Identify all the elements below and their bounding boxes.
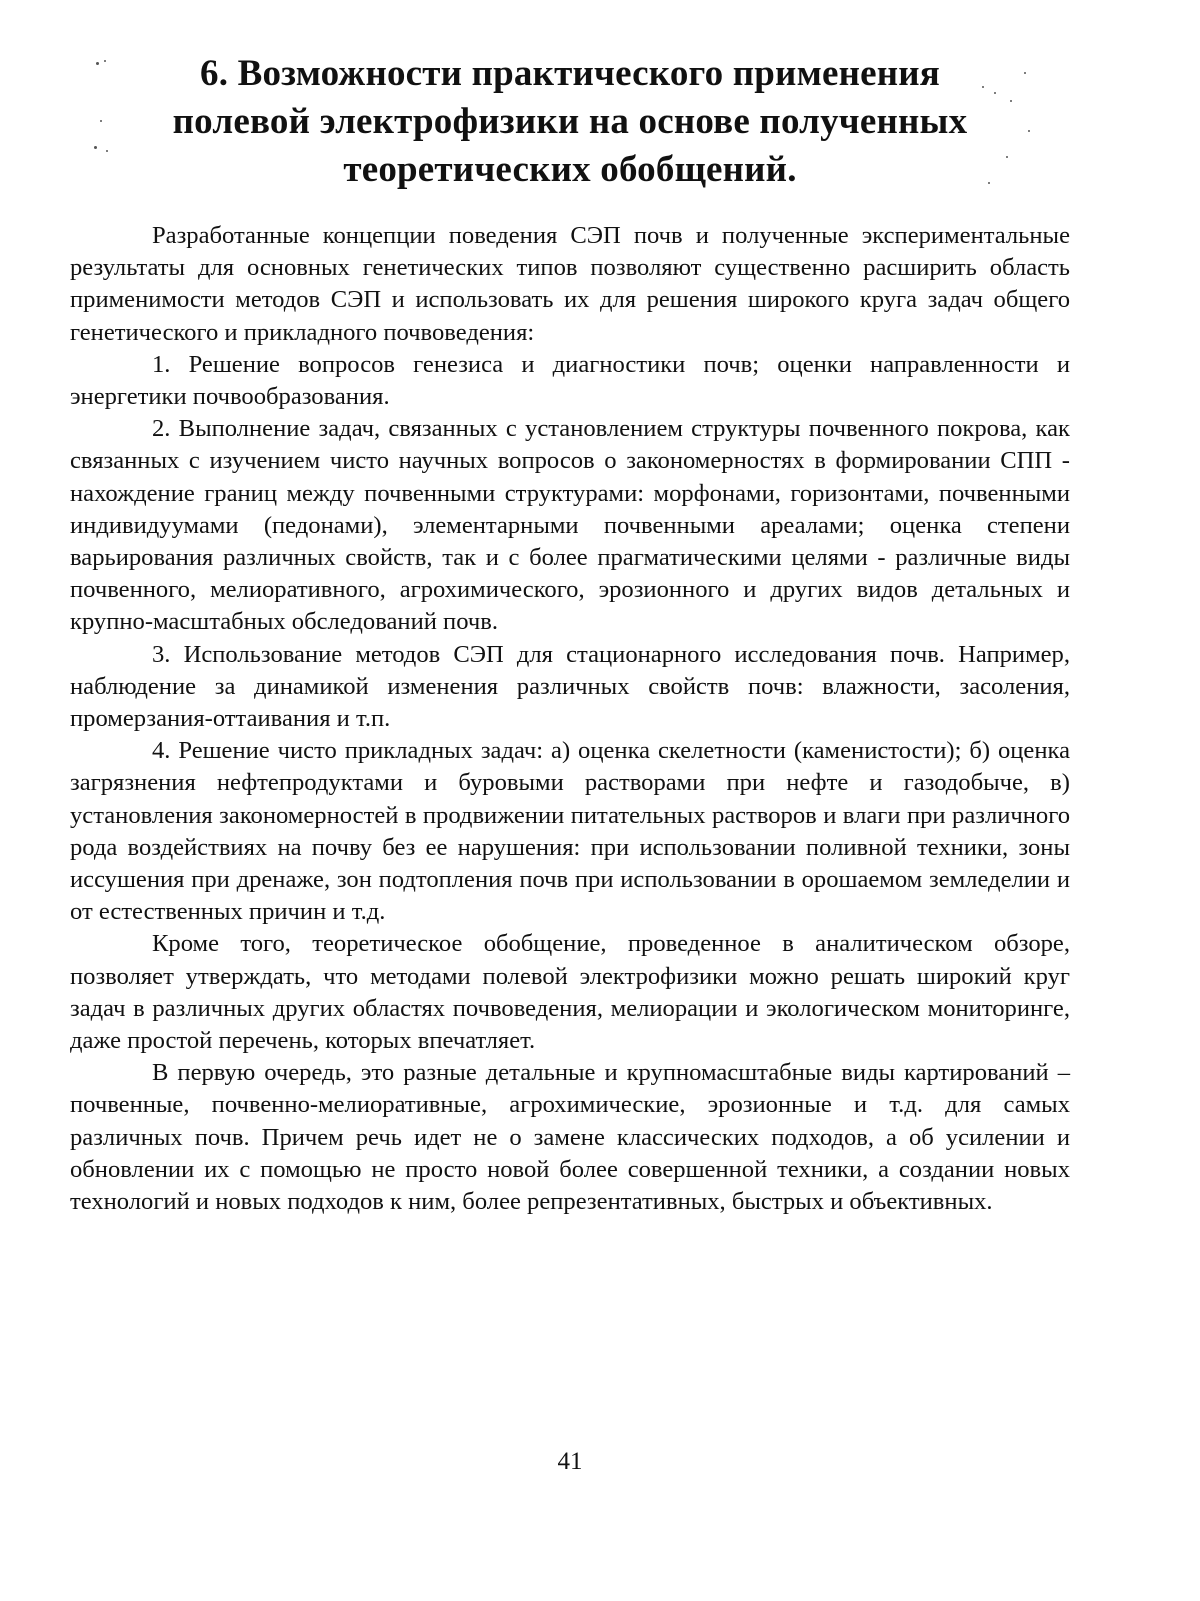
heading-line-3: теоретических обобщений.	[343, 149, 797, 190]
list-item-3: 3. Использование методов СЭП для стационарного исследования почв. Например, наблюдение за динамикой изменения различных свойств почв: влажности, засоления, промерзания-оттаивания и т.п.	[70, 640, 1070, 733]
heading-line-2: полевой электрофизики на основе полученных	[172, 101, 968, 142]
scan-speck	[994, 92, 996, 94]
scan-speck	[100, 120, 102, 122]
scan-speck	[94, 146, 97, 149]
scan-speck	[982, 86, 984, 88]
scan-speck	[988, 182, 990, 184]
scan-speck	[1024, 72, 1026, 74]
paragraph-intro: Разработанные концепции поведения СЭП почв и полученные экспериментальные результаты для основных генетических типов позволяют существенно расширить область применимости методов СЭП и использовать их для решения широкого круга задач общего генетического и прикладного почвоведения:	[70, 222, 1070, 346]
section-heading	[70, 40, 1070, 194]
list-item-2: 2. Выполнение задач, связанных с установлением структуры почвенного покрова, как связанных с изучением чисто научных вопросов о закономерностях в формировании СПП - нахождение границ между почвенными структурами: морфонами, горизонтами, почвенными индивидуумами (педонами), элементарными почвенными ареалами; оценка степени варьирования различных свойств, так и с более прагматическими целями - различные виды почвенного, мелиоративного, агрохимического, эрозионного и других видов детальных и крупно-масштабных обследований почв.	[70, 415, 1070, 636]
list-item-4: 4. Решение чисто прикладных задач: а) оценка скелетности (каменистости); б) оценка загрязнения нефтепродуктами и буровыми растворами при нефте и газодобыче, в) установления закономерностей в продвижении питательных растворов и влаги при различного рода воздействиях на почву без ее нарушения: при использовании поливной техники, зоны иссушения при дренаже, зон подтопления почв при использовании в орошаемом земледелии и от естественных причин и т.д.	[70, 737, 1070, 926]
scan-speck	[1028, 130, 1030, 132]
heading-line-1: 6. Возможности практического применения	[200, 53, 940, 94]
paragraph-mapping: В первую очередь, это разные детальные и крупномасштабные виды картирований – почвенные, почвенно-мелиоративные, агрохимические, эрозионные и т.д. для самых различных почв. Причем речь идет не о замене классических подходов, а об усилении и обновлении их с помощью не просто новой более совершенной техники, а создании новых технологий и новых подходов к ним, более репрезентативных, быстрых и объективных.	[70, 1059, 1070, 1216]
paragraph-theory: Кроме того, теоретическое обобщение, проведенное в аналитическом обзоре, позволяет утверждать, что методами полевой электрофизики можно решать широкий круг задач в различных других областях почвоведения, мелиорации и экологическом мониторинге, даже простой перечень, которых впечатляет.	[70, 930, 1070, 1055]
document-page	[70, 40, 1070, 1560]
scan-speck	[1006, 156, 1008, 158]
list-item-1: 1. Решение вопросов генезиса и диагностики почв; оценки направленности и энергетики почвообразования.	[70, 350, 1070, 411]
scan-speck	[104, 60, 106, 62]
scan-speck	[96, 62, 99, 65]
page-number: 41	[557, 1448, 583, 1475]
body-text	[70, 220, 1070, 1218]
scan-speck	[106, 150, 108, 152]
scan-speck	[1010, 100, 1012, 102]
